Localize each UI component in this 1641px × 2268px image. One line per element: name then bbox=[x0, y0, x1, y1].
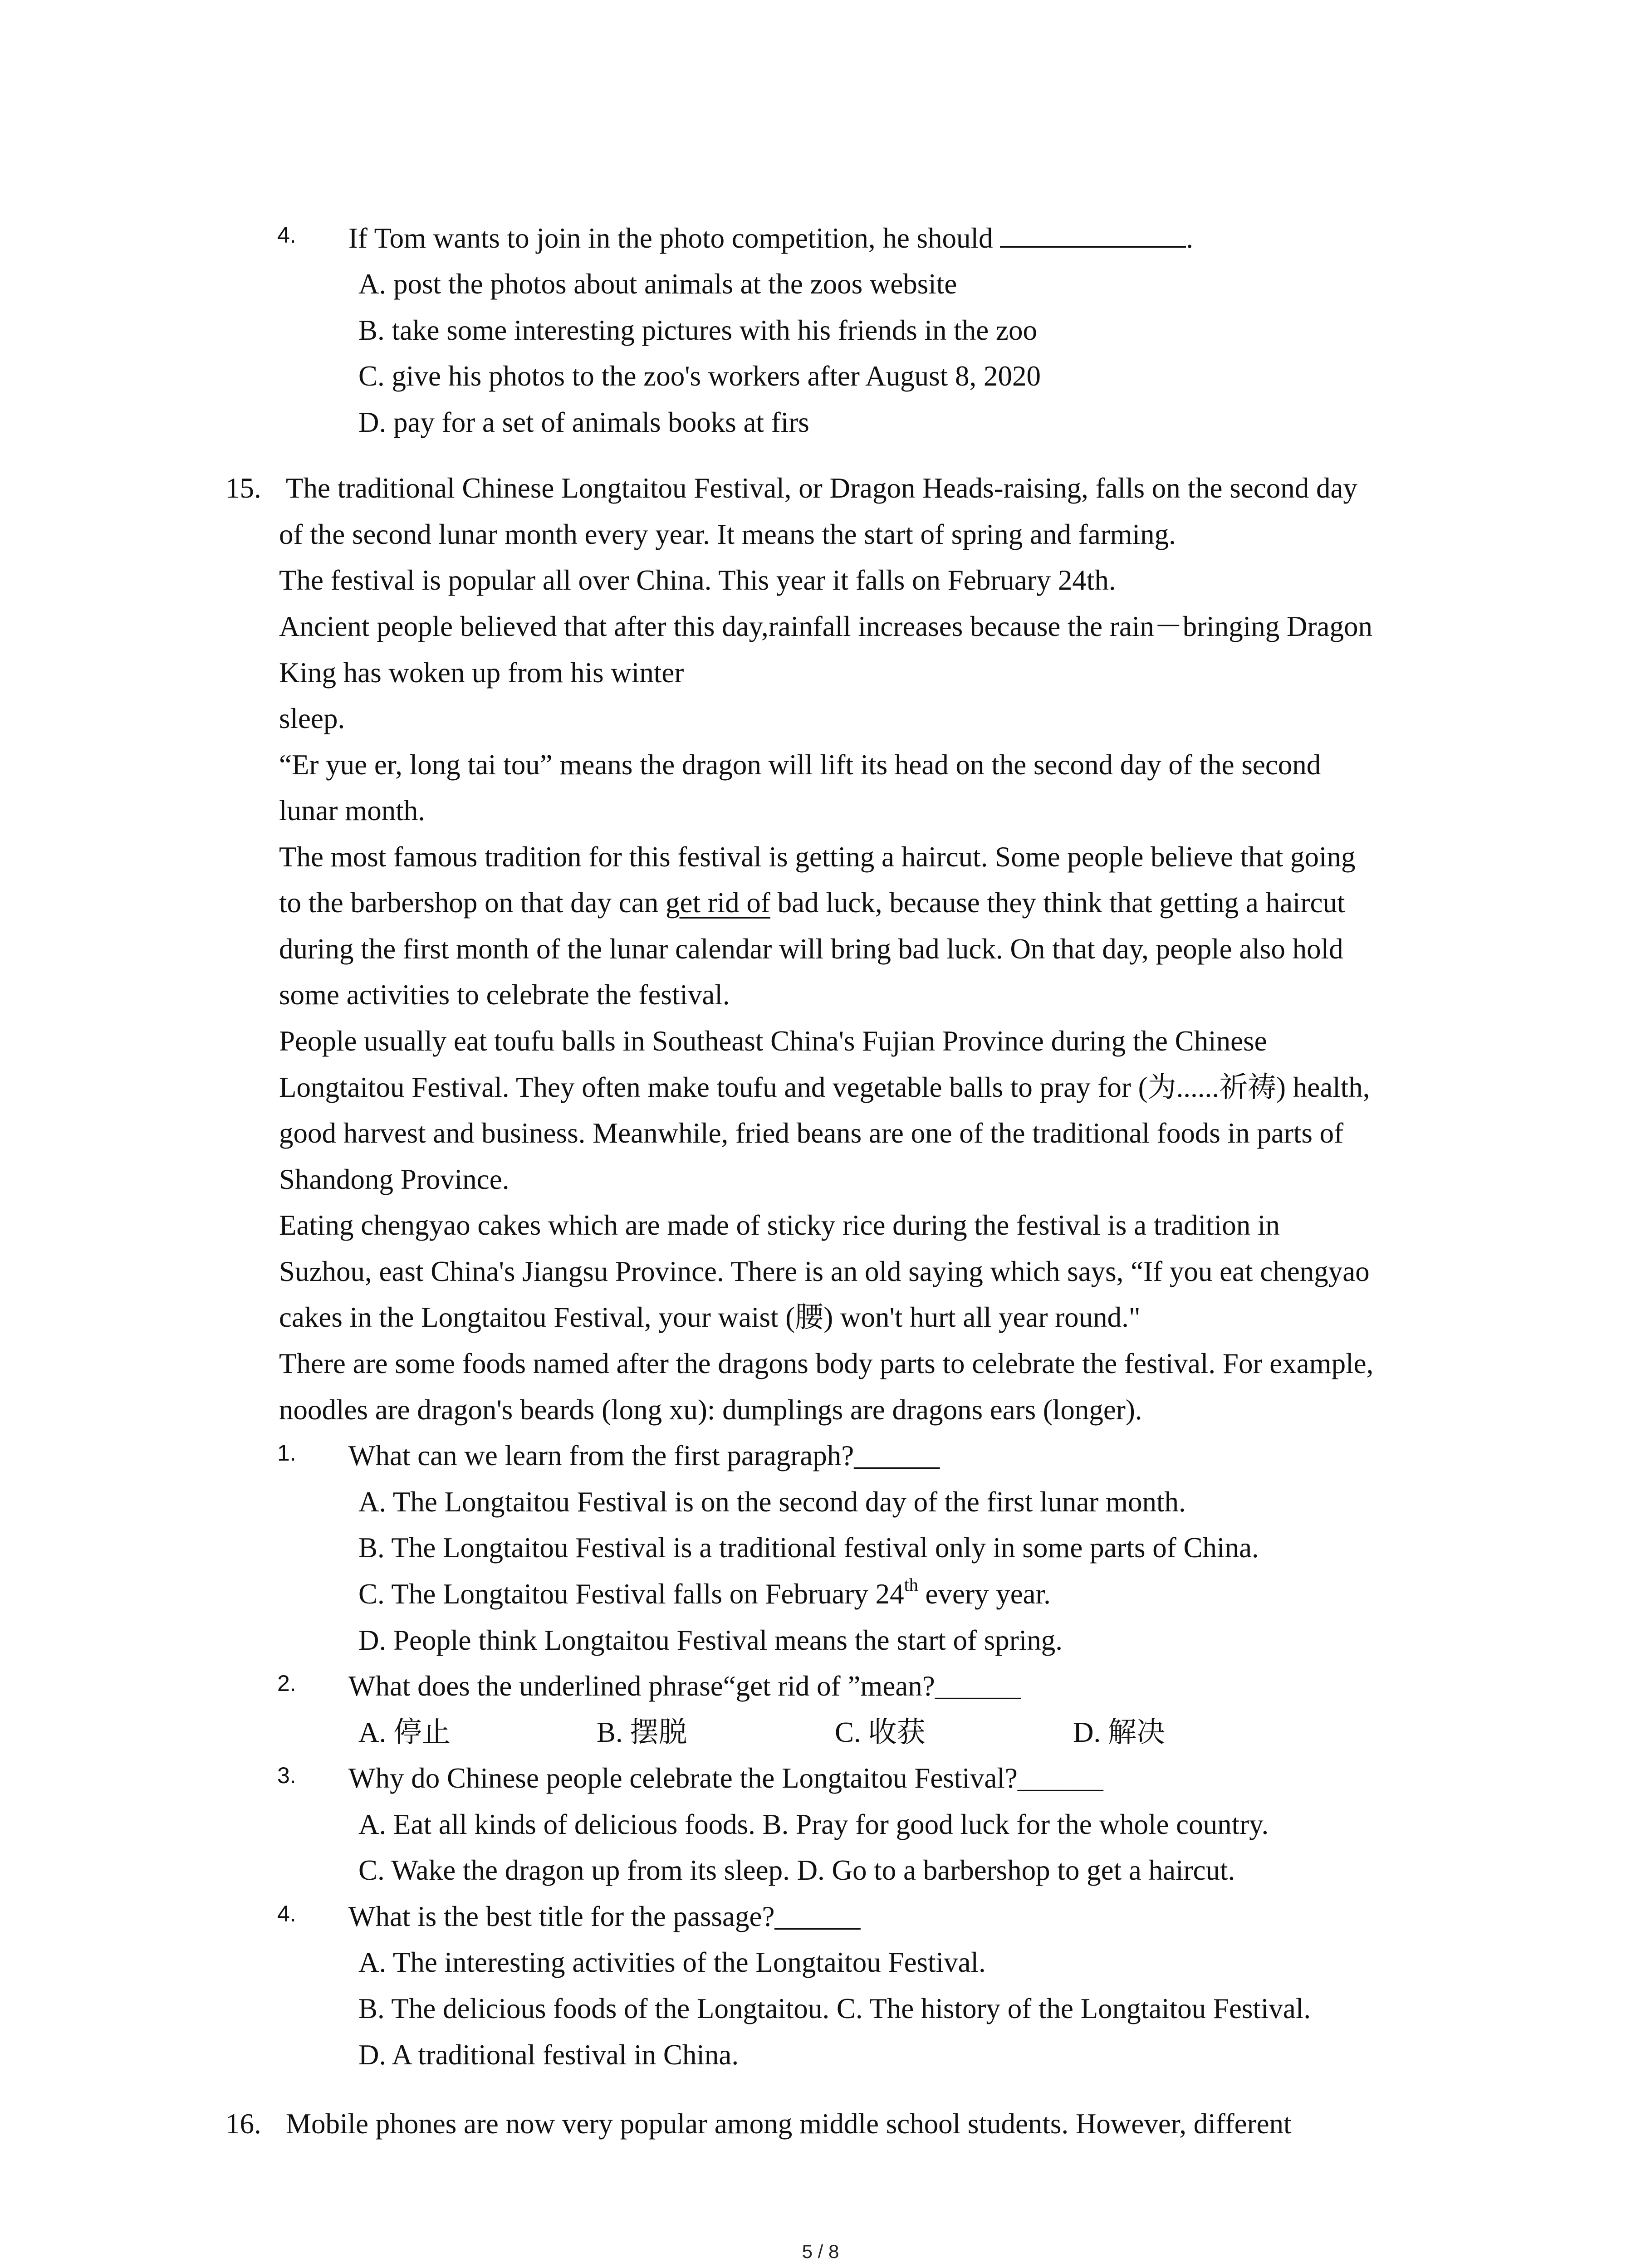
option-a: A. post the photos about animals at the zoos website bbox=[358, 268, 957, 300]
question-stem-end: . bbox=[1186, 222, 1194, 254]
section-number: 16. bbox=[225, 2108, 261, 2140]
passage-line: People usually eat toufu balls in Southeast China's Fujian Province during the Chinese bbox=[279, 1025, 1267, 1057]
passage-line: Mobile phones are now very popular among middle school students. However, different bbox=[286, 2108, 1292, 2140]
answer-blank bbox=[1000, 220, 1186, 248]
passage-line: Longtaitou Festival. They often make toufu and vegetable balls to pray for (为......祈祷) health, bbox=[279, 1071, 1370, 1103]
option-c-text: C. The Longtaitou Festival falls on February 24 bbox=[358, 1578, 904, 1610]
passage-line: cakes in the Longtaitou Festival, your waist (腰) won't hurt all year round." bbox=[279, 1301, 1141, 1333]
question-stem: What does the underlined phrase“get rid of ”mean?______ bbox=[348, 1670, 1021, 1702]
option-d: D. People think Longtaitou Festival means the start of spring. bbox=[358, 1624, 1063, 1656]
passage-line: of the second lunar month every year. It means the start of spring and farming. bbox=[279, 518, 1176, 550]
superscript: th bbox=[904, 1574, 918, 1595]
option-d: D. A traditional festival in China. bbox=[358, 2039, 739, 2071]
question-number: 3. bbox=[277, 1763, 296, 1788]
passage-line: Suzhou, east China's Jiangsu Province. There is an old saying which says, “If you eat chengyao bbox=[279, 1256, 1370, 1287]
option-c-end: every year. bbox=[918, 1578, 1051, 1610]
question-stem: What can we learn from the first paragraph?______ bbox=[348, 1440, 940, 1471]
option-c bbox=[358, 1576, 1051, 1612]
question-stem: What is the best title for the passage?______ bbox=[348, 1901, 861, 1932]
options-b-c: B. The delicious foods of the Longtaitou. C. The history of the Longtaitou Festival. bbox=[358, 1993, 1311, 2024]
option-b: B. The Longtaitou Festival is a traditional festival only in some parts of China. bbox=[358, 1532, 1259, 1564]
passage-line: some activities to celebrate the festival. bbox=[279, 979, 730, 1011]
passage-text: bad luck, because they think that getting a haircut bbox=[770, 887, 1345, 919]
option-d: D. 解决 bbox=[1073, 1716, 1165, 1748]
option-c: C. 收获 bbox=[835, 1716, 926, 1748]
options-a-b: A. Eat all kinds of delicious foods. B. Pray for good luck for the whole country. bbox=[358, 1809, 1269, 1840]
options-c-d: C. Wake the dragon up from its sleep. D. Go to a barbershop to get a haircut. bbox=[358, 1854, 1235, 1886]
passage-line: There are some foods named after the dragons body parts to celebrate the festival. For example, bbox=[279, 1348, 1374, 1379]
passage-line: sleep. bbox=[279, 703, 345, 734]
option-a: A. The interesting activities of the Longtaitou Festival. bbox=[358, 1946, 986, 1978]
option-b: B. 摆脱 bbox=[597, 1716, 687, 1748]
question-number: 1. bbox=[277, 1440, 296, 1466]
passage-line: The festival is popular all over China. This year it falls on February 24th. bbox=[279, 564, 1116, 596]
underlined-phrase: get rid of bbox=[665, 887, 770, 919]
passage-line: “Er yue er, long tai tou” means the dragon will lift its head on the second day of the second bbox=[279, 749, 1321, 781]
section-number: 15. bbox=[225, 472, 261, 504]
passage-line: Eating chengyao cakes which are made of sticky rice during the festival is a tradition in bbox=[279, 1209, 1280, 1241]
question-number: 4. bbox=[277, 1901, 296, 1926]
question-stem: Why do Chinese people celebrate the Longtaitou Festival?______ bbox=[348, 1762, 1103, 1794]
passage-line-underlined bbox=[279, 885, 1345, 921]
option-c: C. give his photos to the zoo's workers after August 8, 2020 bbox=[358, 360, 1041, 392]
passage-line: during the first month of the lunar calendar will bring bad luck. On that day, people also hold bbox=[279, 933, 1343, 965]
passage-line: lunar month. bbox=[279, 795, 425, 826]
passage-line: King has woken up from his winter bbox=[279, 657, 684, 689]
passage-line: Shandong Province. bbox=[279, 1163, 509, 1195]
question-number: 2. bbox=[277, 1671, 296, 1696]
option-b: B. take some interesting pictures with his friends in the zoo bbox=[358, 314, 1037, 346]
passage-line: Ancient people believed that after this day,rainfall increases because the rain－bringing Dragon bbox=[279, 611, 1372, 642]
option-a: A. The Longtaitou Festival is on the second day of the first lunar month. bbox=[358, 1486, 1186, 1518]
passage-line: noodles are dragon's beards (long xu): dumplings are dragons ears (longer). bbox=[279, 1394, 1142, 1426]
option-d: D. pay for a set of animals books at firs bbox=[358, 406, 809, 438]
page-number: 5 / 8 bbox=[802, 2241, 839, 2262]
passage-line: The most famous tradition for this festival is getting a haircut. Some people believe that going bbox=[279, 841, 1356, 873]
question-number: 4. bbox=[277, 222, 296, 248]
passage-line: The traditional Chinese Longtaitou Festival, or Dragon Heads-raising, falls on the second day bbox=[286, 472, 1357, 504]
question-stem bbox=[348, 220, 1193, 256]
passage-line: good harvest and business. Meanwhile, fried beans are one of the traditional foods in parts of bbox=[279, 1117, 1344, 1149]
passage-text: to the barbershop on that day can bbox=[279, 887, 666, 919]
option-a: A. 停止 bbox=[358, 1716, 451, 1748]
question-stem-text: If Tom wants to join in the photo competition, he should bbox=[348, 222, 993, 254]
